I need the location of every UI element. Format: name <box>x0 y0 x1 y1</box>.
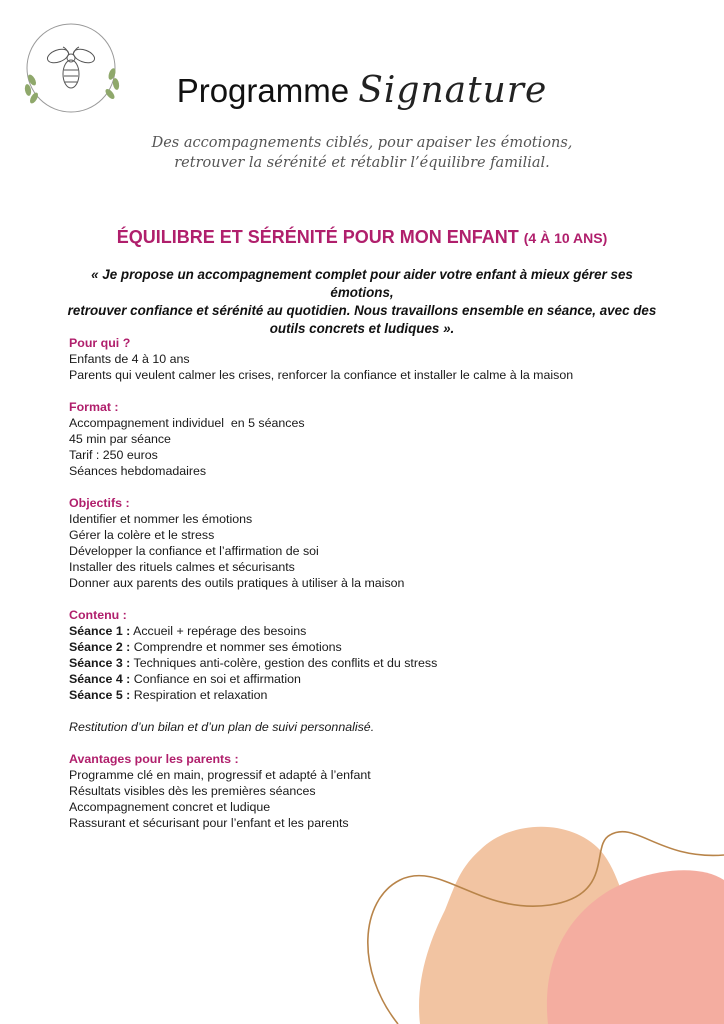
session-item <box>69 687 669 703</box>
session-label: Séance 2 : <box>69 640 131 654</box>
session-text: Accueil + repérage des besoins <box>133 624 307 638</box>
section-objectifs <box>69 495 669 591</box>
list-item: 45 min par séance <box>69 432 171 446</box>
list-item: Programme clé en main, progressif et adapté à l’enfant <box>69 768 371 782</box>
section-contenu <box>69 607 669 703</box>
session-label: Séance 1 : <box>69 624 131 638</box>
session-text: Respiration et relaxation <box>133 688 268 702</box>
list-item: Enfants de 4 à 10 ans <box>69 352 190 366</box>
list-item: Parents qui veulent calmer les crises, renforcer la confiance et installer le calme à la maison <box>69 368 574 382</box>
list-item: Rassurant et sécurisant pour l’enfant et les parents <box>69 816 349 830</box>
title-main: Programme <box>176 72 350 109</box>
list-item: Développer la confiance et l’affirmation de soi <box>69 544 319 558</box>
program-age-range: (4 À 10 ANS) <box>523 230 608 246</box>
decorative-blobs <box>360 820 724 1024</box>
session-label: Séance 3 : <box>69 656 131 670</box>
program-heading-text: ÉQUILIBRE ET SÉRÉNITÉ POUR MON ENFANT <box>116 227 519 247</box>
list-item: Résultats visibles dès les premières séances <box>69 784 316 798</box>
list-item: Tarif : 250 euros <box>69 448 158 462</box>
subtitle-line: retrouver la sérénité et rétablir l’équilibre familial. <box>174 155 550 171</box>
section-title: Pour qui ? <box>69 336 131 350</box>
subtitle-line: Des accompagnements ciblés, pour apaiser les émotions, <box>151 135 573 151</box>
page-title <box>0 70 724 111</box>
session-item <box>69 623 669 639</box>
session-item <box>69 655 669 671</box>
section-format <box>69 399 669 479</box>
list-item: Accompagnement concret et ludique <box>69 800 271 814</box>
list-item: Donner aux parents des outils pratiques à utiliser à la maison <box>69 576 405 590</box>
program-heading <box>0 227 724 248</box>
session-text: Techniques anti-colère, gestion des conflits et du stress <box>133 656 438 670</box>
quote-line: retrouver confiance et sérénité au quotidien. Nous travaillons ensemble en séance, avec des <box>67 303 657 318</box>
session-label: Séance 5 : <box>69 688 131 702</box>
program-quote <box>62 266 662 338</box>
list-item: Installer des rituels calmes et sécurisants <box>69 560 295 574</box>
list-item: Séances hebdomadaires <box>69 464 207 478</box>
contenu-note: Restitution d’un bilan et d’un plan de suivi personnalisé. <box>69 720 375 734</box>
session-label: Séance 4 : <box>69 672 131 686</box>
session-item <box>69 639 669 655</box>
quote-line: « Je propose un accompagnement complet pour aider votre enfant à mieux gérer ses émotions, <box>91 267 633 300</box>
quote-line: outils concrets et ludiques ». <box>269 321 455 336</box>
program-details <box>69 335 669 847</box>
section-title: Contenu : <box>69 608 127 622</box>
section-pour-qui <box>69 335 669 383</box>
title-script: Signature <box>358 70 548 111</box>
section-title: Format : <box>69 400 119 414</box>
session-text: Comprendre et nommer ses émotions <box>133 640 342 654</box>
section-avantages <box>69 751 669 831</box>
section-title: Objectifs : <box>69 496 130 510</box>
list-item: Identifier et nommer les émotions <box>69 512 253 526</box>
subtitle <box>0 133 724 173</box>
list-item: Gérer la colère et le stress <box>69 528 215 542</box>
section-title: Avantages pour les parents : <box>69 752 239 766</box>
list-item: Accompagnement individuel en 5 séances <box>69 416 305 430</box>
session-text: Confiance en soi et affirmation <box>133 672 301 686</box>
session-item <box>69 671 669 687</box>
